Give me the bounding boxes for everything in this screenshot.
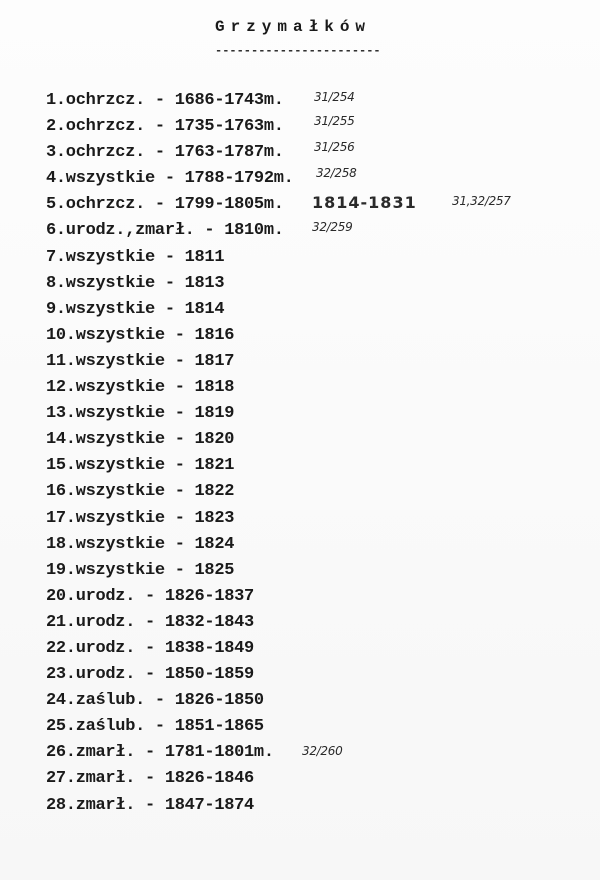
entry-text: 9.wszystkie - 1814 (46, 299, 225, 319)
list-item (46, 88, 355, 114)
entry-text: 28.zmarł. - 1847-1874 (46, 795, 254, 815)
entry-text: 26.zmarł. - 1781-1801m. (46, 743, 274, 763)
list-item (46, 427, 294, 453)
list-item (46, 245, 294, 271)
handwritten-note: 32/259 (312, 220, 353, 235)
list-item (46, 323, 294, 349)
title-underline: ----------------------- (215, 44, 381, 58)
entry-text: 21.urodz. - 1832-1843 (46, 612, 254, 632)
list-item (46, 506, 294, 532)
list-item (46, 793, 294, 819)
list-item (46, 532, 294, 558)
list-item (46, 688, 294, 714)
entry-list (46, 88, 511, 819)
list-item (46, 375, 294, 401)
list-item (46, 740, 343, 766)
entry-text: 8.wszystkie - 1813 (46, 273, 225, 293)
entry-text: 2.ochrzcz. - 1735-1763m. (46, 117, 284, 137)
handwritten-note: 31,32/257 (452, 194, 511, 209)
entry-text: 12.wszystkie - 1818 (46, 378, 235, 398)
handwritten-note: 32/258 (316, 166, 357, 181)
entry-text: 24.zaślub. - 1826-1850 (46, 691, 264, 711)
entry-text: 19.wszystkie - 1825 (46, 560, 235, 580)
entry-text: 25.zaślub. - 1851-1865 (46, 717, 264, 737)
entry-text: 3.ochrzcz. - 1763-1787m. (46, 143, 284, 163)
list-item (46, 584, 294, 610)
entry-text: 13.wszystkie - 1819 (46, 404, 235, 424)
entry-text: 11.wszystkie - 1817 (46, 351, 235, 371)
list-item (46, 714, 294, 740)
entry-text: 17.wszystkie - 1823 (46, 508, 235, 528)
entry-text: 1.ochrzcz. - 1686-1743m. (46, 91, 284, 110)
handwritten-note: 31/254 (314, 90, 355, 104)
page-title: Grzymałków (215, 18, 372, 36)
list-item (46, 140, 355, 166)
list-item (46, 218, 353, 244)
list-item (46, 662, 294, 688)
entry-text: 27.zmarł. - 1826-1846 (46, 769, 254, 789)
handwritten-note: 31/255 (314, 114, 355, 129)
list-item (46, 271, 294, 297)
entry-text: 5.ochrzcz. - 1799-1805m. (46, 195, 284, 215)
list-item (46, 114, 355, 140)
list-item (46, 766, 294, 792)
list-item (46, 401, 294, 427)
list-item (46, 636, 294, 662)
entry-text: 23.urodz. - 1850-1859 (46, 665, 254, 685)
entry-text: 16.wszystkie - 1822 (46, 482, 235, 502)
list-item (46, 192, 511, 218)
list-item (46, 166, 357, 192)
list-item (46, 349, 294, 375)
entry-text: 15.wszystkie - 1821 (46, 456, 235, 476)
entry-text: 6.urodz.,zmarł. - 1810m. (46, 221, 284, 241)
handwritten-note: 31/256 (314, 140, 355, 155)
handwritten-note: 1814-1831 (312, 193, 417, 213)
list-item (46, 297, 294, 323)
list-item (46, 610, 294, 636)
list-item (46, 558, 294, 584)
entry-text: 22.urodz. - 1838-1849 (46, 638, 254, 658)
list-item (46, 479, 294, 505)
entry-text: 14.wszystkie - 1820 (46, 430, 235, 450)
entry-text: 20.urodz. - 1826-1837 (46, 586, 254, 606)
list-item (46, 453, 294, 479)
entry-text: 18.wszystkie - 1824 (46, 534, 235, 554)
entry-text: 10.wszystkie - 1816 (46, 325, 235, 345)
handwritten-note: 32/260 (302, 744, 343, 759)
entry-text: 7.wszystkie - 1811 (46, 247, 225, 267)
entry-text: 4.wszystkie - 1788-1792m. (46, 169, 294, 189)
